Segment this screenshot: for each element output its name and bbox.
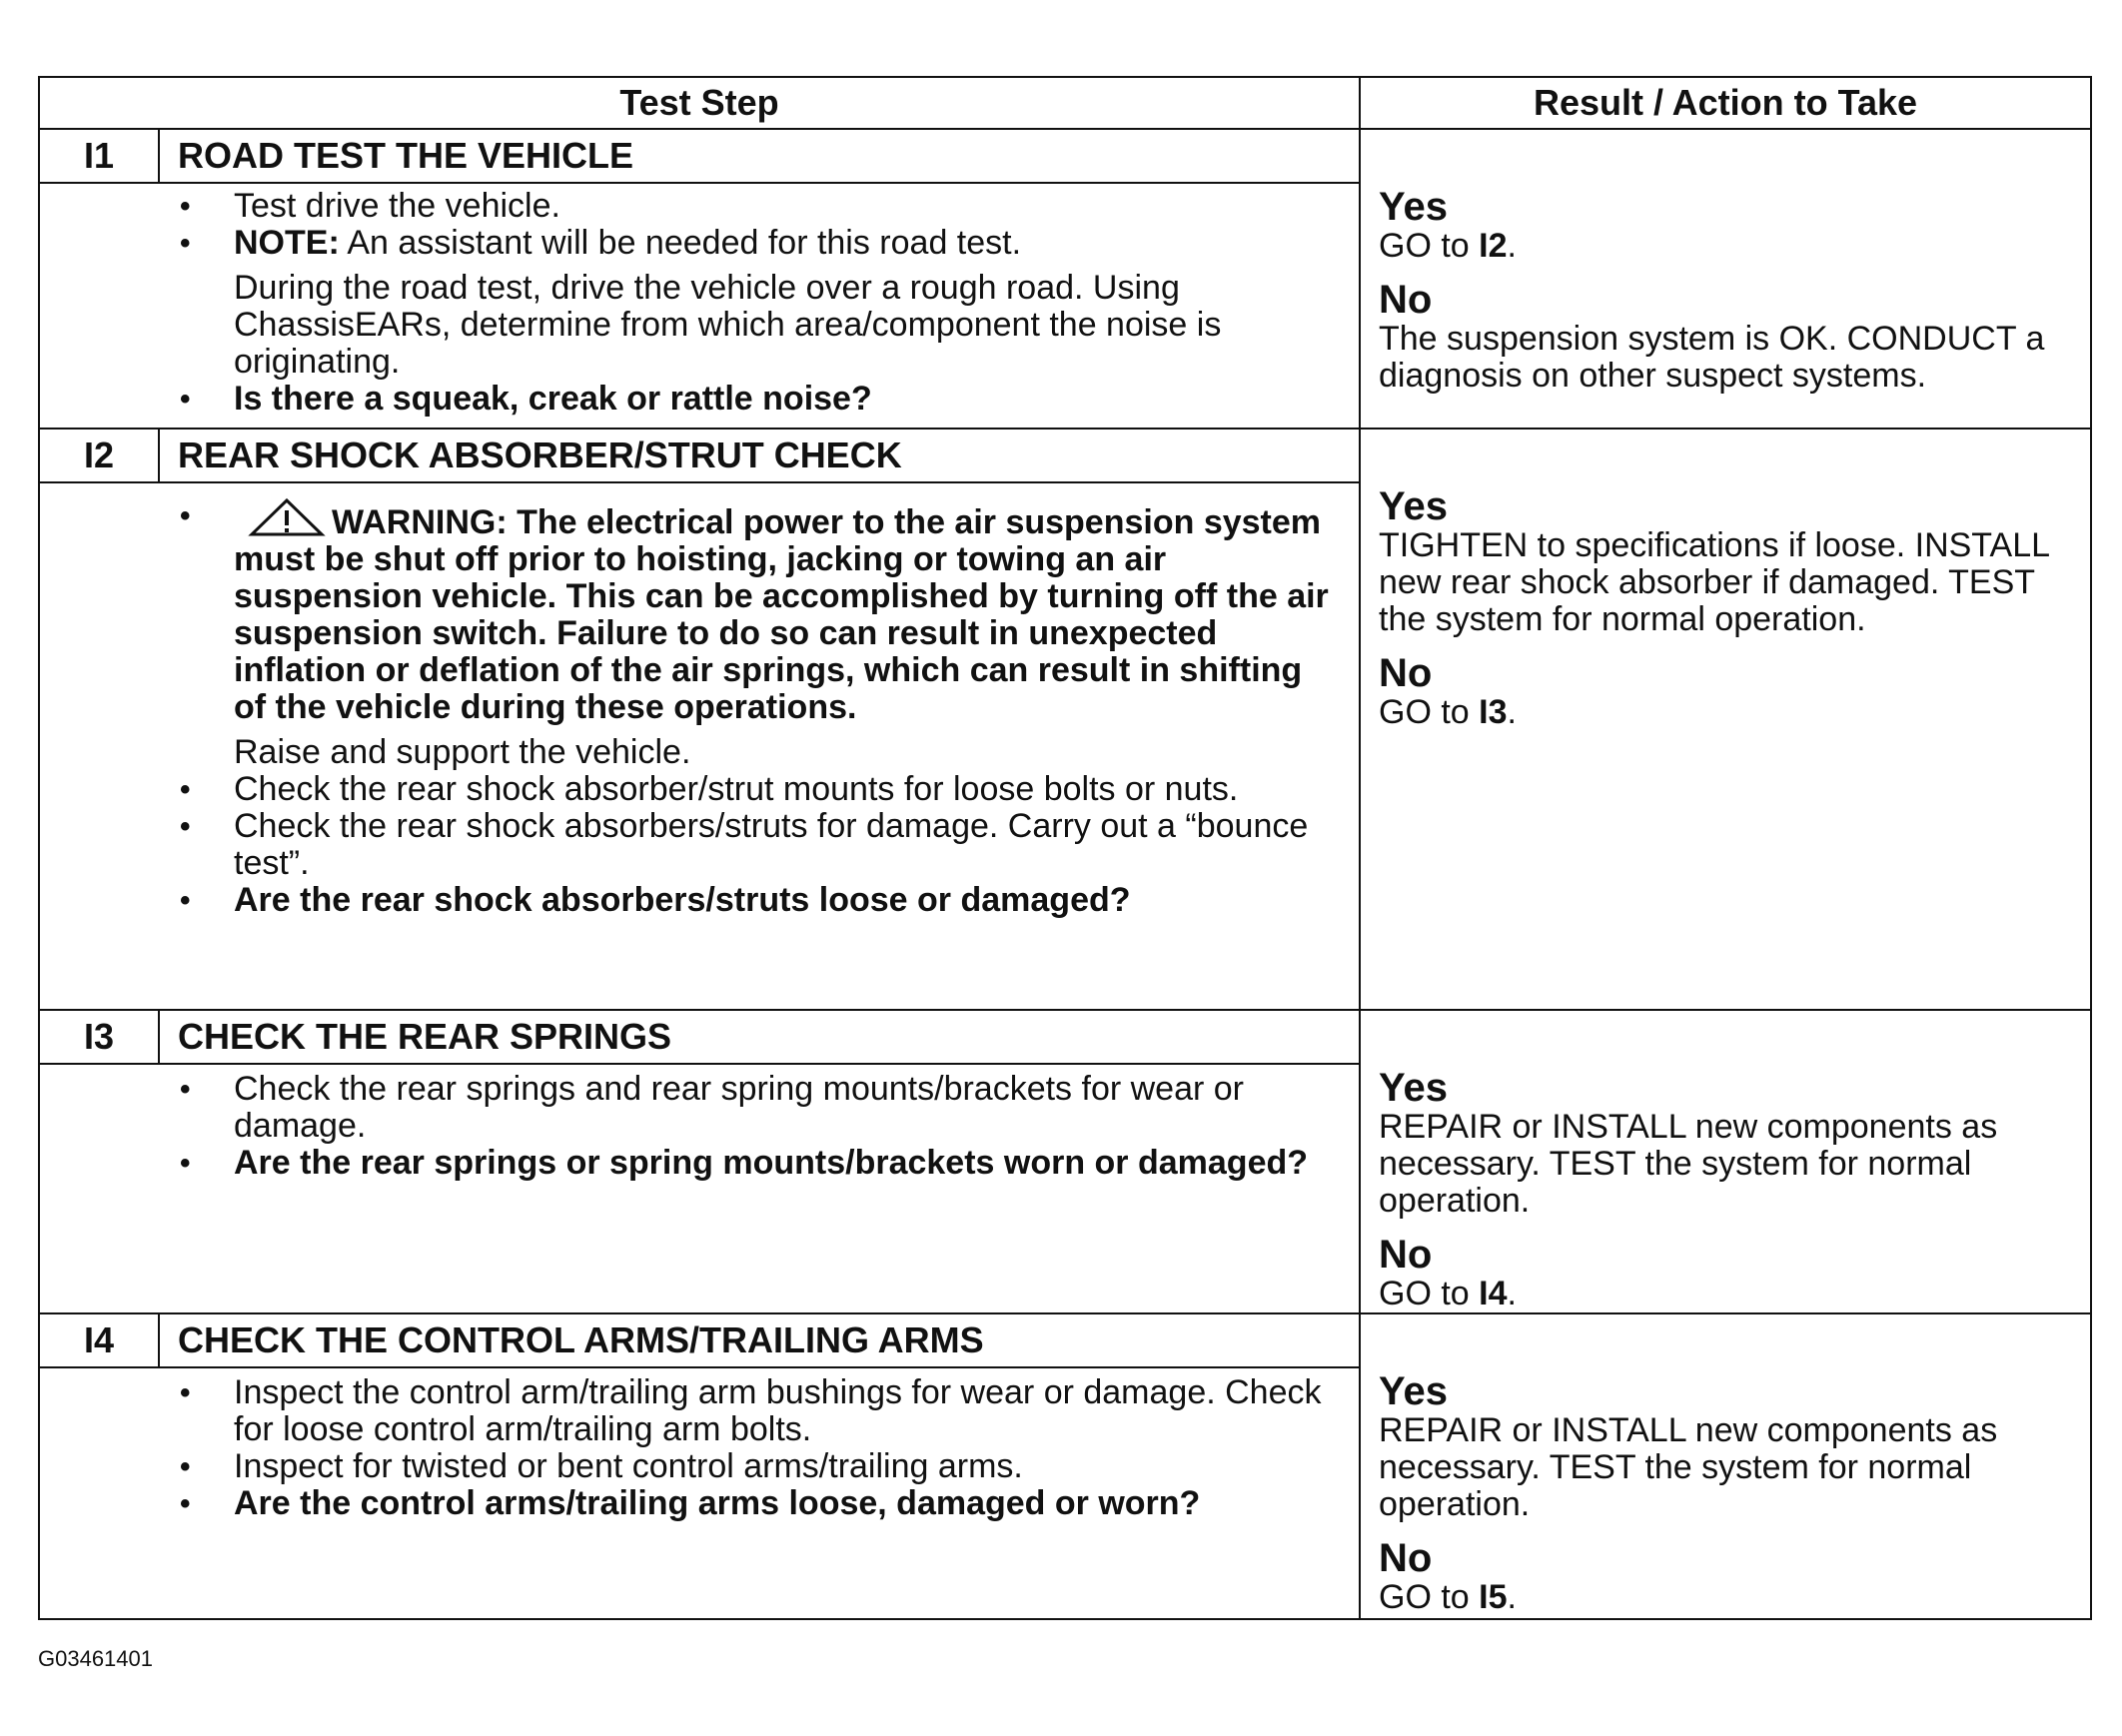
list-item: • Check the rear springs and rear spring mounts/brackets for wear or damage. (180, 1070, 1245, 1145)
question-item: • Are the rear shock absorbers/struts loose or damaged? (180, 881, 1131, 919)
yes-label: Yes (1379, 1369, 1448, 1413)
list-item: • NOTE: An assistant will be needed for this road test. (180, 224, 1022, 262)
step-id: I3 (39, 1010, 159, 1064)
yes-text: REPAIR or INSTALL new components as necessary. TEST the system for normal operation. (1379, 1411, 1998, 1523)
bullet: • (180, 1487, 191, 1520)
bullet: • (180, 1073, 191, 1106)
no-text: GO to (1379, 693, 1480, 731)
step-id: I4 (39, 1313, 159, 1367)
no-text: GO to (1379, 1578, 1480, 1616)
step-title-row (39, 429, 2091, 482)
step-title: ROAD TEST THE VEHICLE (159, 129, 1360, 183)
note-label: NOTE: (234, 224, 340, 262)
warning-triangle-icon (248, 497, 326, 537)
bullet: • (180, 383, 191, 416)
step-title: REAR SHOCK ABSORBER/STRUT CHECK (159, 429, 1360, 482)
bullet: • (180, 499, 191, 532)
step-title-row (39, 129, 2091, 183)
no-label: No (1379, 1233, 1433, 1277)
result-cell: Yes REPAIR or INSTALL new components as necessary. TEST the system for normal operation. No GO to I4. (1360, 1010, 2091, 1313)
list-item: • Test drive the vehicle. (180, 187, 560, 225)
warning-item: • WARNING: The electrical power to the air suspension system must be shut off prior to hoisting, jacking or towing an air suspension vehicle. This can be accomplished by turning off the air suspension switch. Failure to do so can result in unexpected inflation or deflation of the air springs, which can result in shifting of the vehicle during these operations. (180, 499, 1329, 726)
question-item: • Are the rear springs or spring mounts/brackets worn or damaged? (180, 1144, 1309, 1182)
figure-id: G03461401 (38, 1646, 153, 1671)
step-title: CHECK THE CONTROL ARMS/TRAILING ARMS (159, 1313, 1360, 1367)
no-text: GO to (1379, 1275, 1480, 1312)
question-item: • Is there a squeak, creak or rattle noise? (180, 380, 872, 418)
step-title: CHECK THE REAR SPRINGS (159, 1010, 1360, 1064)
table-header-row (39, 77, 2091, 129)
bullet: • (180, 810, 191, 843)
no-label: No (1379, 651, 1433, 695)
result-cell: Yes GO to I2. No The suspension system is OK. CONDUCT a diagnosis on other suspect systems. (1360, 129, 2091, 429)
no-text: The suspension system is OK. CONDUCT a diagnosis on other suspect systems. (1379, 320, 2045, 395)
result-cell: Yes REPAIR or INSTALL new components as necessary. TEST the system for normal operation. No GO to I5. (1360, 1313, 2091, 1619)
question-item: • Are the control arms/trailing arms loose, damaged or worn? (180, 1484, 1201, 1522)
bullet: • (180, 1147, 191, 1180)
step-body (159, 183, 1360, 429)
step-reference: I2 (1479, 227, 1508, 265)
no-label: No (1379, 278, 1433, 322)
paragraph: Raise and support the vehicle. (234, 733, 691, 771)
step-id: I1 (39, 129, 159, 183)
diagnostic-table (38, 76, 2092, 1620)
step-body (159, 1367, 1360, 1619)
step-body (159, 1064, 1360, 1313)
step-reference: I4 (1479, 1275, 1508, 1312)
paragraph: During the road test, drive the vehicle over a rough road. Using ChassisEARs, determine from which area/component the noise is originating. (234, 269, 1222, 381)
bullet: • (180, 1376, 191, 1409)
no-label: No (1379, 1536, 1433, 1580)
yes-text: REPAIR or INSTALL new components as necessary. TEST the system for normal operation. (1379, 1108, 1998, 1220)
step-title-row (39, 1313, 2091, 1367)
list-item: • Check the rear shock absorber/strut mounts for loose bolts or nuts. (180, 770, 1239, 808)
yes-label: Yes (1379, 1066, 1448, 1110)
list-item: • Check the rear shock absorbers/struts for damage. Carry out a “bounce test”. (180, 807, 1309, 882)
yes-label: Yes (1379, 484, 1448, 528)
list-item: • Inspect for twisted or bent control arms/trailing arms. (180, 1447, 1023, 1485)
bullet: • (180, 190, 191, 223)
yes-text: GO to (1379, 227, 1480, 265)
step-reference: I5 (1479, 1578, 1508, 1616)
test-step-header: Test Step (39, 77, 1360, 129)
bullet: • (180, 227, 191, 260)
step-reference: I3 (1479, 693, 1508, 731)
bullet: • (180, 884, 191, 917)
step-body (159, 482, 1360, 1010)
result-action-header: Result / Action to Take (1360, 77, 2091, 129)
bullet: • (180, 773, 191, 806)
yes-label: Yes (1379, 185, 1448, 229)
yes-text: TIGHTEN to specifications if loose. INSTALL new rear shock absorber if damaged. TEST the system for normal operation. (1379, 526, 2049, 638)
step-title-row (39, 1010, 2091, 1064)
step-id: I2 (39, 429, 159, 482)
bullet: • (180, 1450, 191, 1483)
result-cell: Yes TIGHTEN to specifications if loose. INSTALL new rear shock absorber if damaged. TEST the system for normal operation. No GO to I3. (1360, 429, 2091, 1010)
list-item: • Inspect the control arm/trailing arm bushings for wear or damage. Check for loose control arm/trailing arm bolts. (180, 1373, 1322, 1448)
